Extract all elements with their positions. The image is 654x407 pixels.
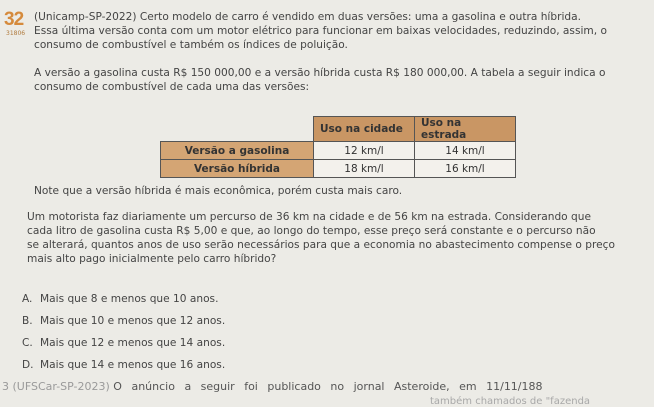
table-row bbox=[161, 142, 516, 160]
row-label-hybrid: Versão híbrida bbox=[161, 160, 314, 178]
table-header-row bbox=[161, 117, 516, 142]
option-text: Mais que 8 e menos que 10 anos. bbox=[40, 293, 219, 305]
option-a[interactable] bbox=[22, 293, 218, 305]
gasoline-city: 12 km/l bbox=[314, 142, 415, 160]
intro-line: (Unicamp-SP-2022) Certo modelo de carro é vendido em duas versões: uma a gasolina e outra híbrida. bbox=[34, 11, 581, 23]
question-code: 31806 bbox=[6, 30, 26, 37]
price-line: A versão a gasolina custa R$ 150 000,00 e a versão híbrida custa R$ 180 000,00. A tabela a seguir indica o bbox=[34, 67, 606, 79]
gasoline-road: 14 km/l bbox=[415, 142, 516, 160]
option-letter: D. bbox=[22, 359, 34, 371]
next-question-line bbox=[2, 380, 543, 393]
header-city: Uso na cidade bbox=[314, 117, 415, 142]
hybrid-road: 16 km/l bbox=[415, 160, 516, 178]
header-road: Uso na estrada bbox=[415, 117, 516, 142]
problem-line: Um motorista faz diariamente um percurso de 36 km na cidade e de 56 km na estrada. Considerando que bbox=[27, 211, 591, 223]
option-text: Mais que 10 e menos que 12 anos. bbox=[40, 315, 226, 327]
option-b[interactable] bbox=[22, 315, 225, 327]
problem-line: mais alto pago inicialmente pelo carro híbrido? bbox=[27, 253, 277, 265]
option-d[interactable] bbox=[22, 359, 225, 371]
note-line: Note que a versão híbrida é mais econômica, porém custa mais caro. bbox=[34, 185, 403, 197]
intro-line: Essa última versão conta com um motor elétrico para funcionar em baixas velocidades, reduzindo, assim, o bbox=[34, 25, 607, 37]
option-text: Mais que 12 e menos que 14 anos. bbox=[40, 337, 226, 349]
consumption-table bbox=[160, 116, 516, 178]
problem-line: cada litro de gasolina custa R$ 5,00 e que, ao longo do tempo, esse preço será constante e o percurso não bbox=[27, 225, 596, 237]
hybrid-city: 18 km/l bbox=[314, 160, 415, 178]
row-label-gasoline: Versão a gasolina bbox=[161, 142, 314, 160]
price-line: consumo de combustível de cada uma das versões: bbox=[34, 81, 310, 93]
question-number: 32 bbox=[4, 9, 24, 30]
option-letter: A. bbox=[22, 293, 33, 305]
option-c[interactable] bbox=[22, 337, 225, 349]
option-letter: C. bbox=[22, 337, 33, 349]
table-corner bbox=[161, 117, 314, 142]
problem-line: se alterará, quantos anos de uso serão necessários para que a economia no abastecimento compense o preço bbox=[27, 239, 615, 251]
next-question-faded: também chamados de "fazenda bbox=[430, 396, 591, 407]
option-text: Mais que 14 e menos que 16 anos. bbox=[40, 359, 226, 371]
intro-line: consumo de combustível e também os índices de poluição. bbox=[34, 39, 348, 51]
next-question-prefix: 3 (UFSCar-SP-2023) bbox=[2, 380, 110, 393]
next-question-text: O anúncio a seguir foi publicado no jornal Asteroide, em 11/11/188 bbox=[113, 380, 543, 393]
option-letter: B. bbox=[22, 315, 33, 327]
table-row bbox=[161, 160, 516, 178]
